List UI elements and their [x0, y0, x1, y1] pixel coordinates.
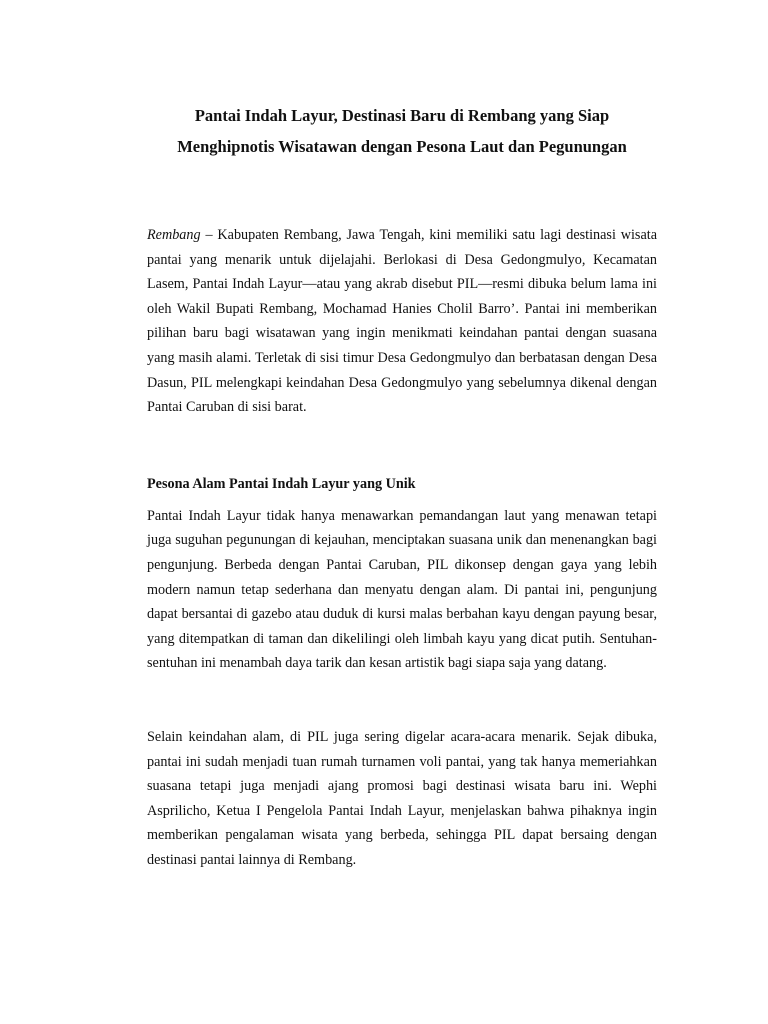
document-page [147, 100, 657, 872]
article-title [147, 100, 657, 162]
article-title-line-1: Pantai Indah Layur, Destinasi Baru di Rembang yang Siap [194, 106, 610, 125]
intro-text: – Kabupaten Rembang, Jawa Tengah, kini memiliki satu lagi destinasi wisata pantai yang menarik untuk dijelajahi. Berlokasi di Desa Gedongmulyo, Kecamatan Lasem, Pantai Indah Layur—atau yang akrab disebut PIL—resmi dibuka belum lama ini oleh Wakil Bupati Rembang, Mochamad Hanies Cholil Barro’. Pantai ini memberikan pilihan baru bagi wisatawan yang ingin menikmati keindahan pantai dengan suasana yang masih alami. Terletak di sisi timur Desa Gedongmulyo dan berbatasan dengan Desa Dasun, PIL melengkapi keindahan Desa Gedongmulyo yang sebelumnya dikenal dengan Pantai Caruban di sisi barat. [147, 227, 657, 416]
intro-paragraph [147, 223, 657, 420]
article-title-line-2: Menghipnotis Wisatawan dengan Pesona Laut dan Pegunungan [177, 137, 627, 156]
section-heading: Pesona Alam Pantai Indah Layur yang Unik [147, 475, 416, 492]
body-paragraph-2: Pantai Indah Layur tidak hanya menawarkan pemandangan laut yang menawan tetapi juga suguhan pegunungan di kejauhan, menciptakan suasana unik dan menenangkan bagi pengunjung. Berbeda dengan Pantai Caruban, PIL dikonsep dengan gaya yang lebih modern namun tetap sederhana dan menyatu dengan alam. Di pantai ini, pengunjung dapat bersantai di gazebo atau duduk di kursi malas berbahan kayu dengan payung besar, yang ditempatkan di taman dan dikelilingi oleh limbah kayu yang dicat putih. Sentuhan-sentuhan ini menambah daya tarik dan kesan artistik bagi siapa saja yang datang. [147, 507, 657, 672]
dateline: Rembang [147, 227, 201, 243]
body-paragraph-3: Selain keindahan alam, di PIL juga sering digelar acara-acara menarik. Sejak dibuka, pantai ini sudah menjadi tuan rumah turnamen voli pantai, yang tak hanya memeriahkan suasana tetapi juga menjadi ajang promosi bagi destinasi wisata baru ini. Wephi Asprilicho, Ketua I Pengelola Pantai Indah Layur, menjelaskan bahwa pihaknya ingin memberikan pengalaman wisata yang berbeda, sehingga PIL dapat bersaing dengan destinasi pantai lainnya di Rembang. [147, 728, 657, 868]
